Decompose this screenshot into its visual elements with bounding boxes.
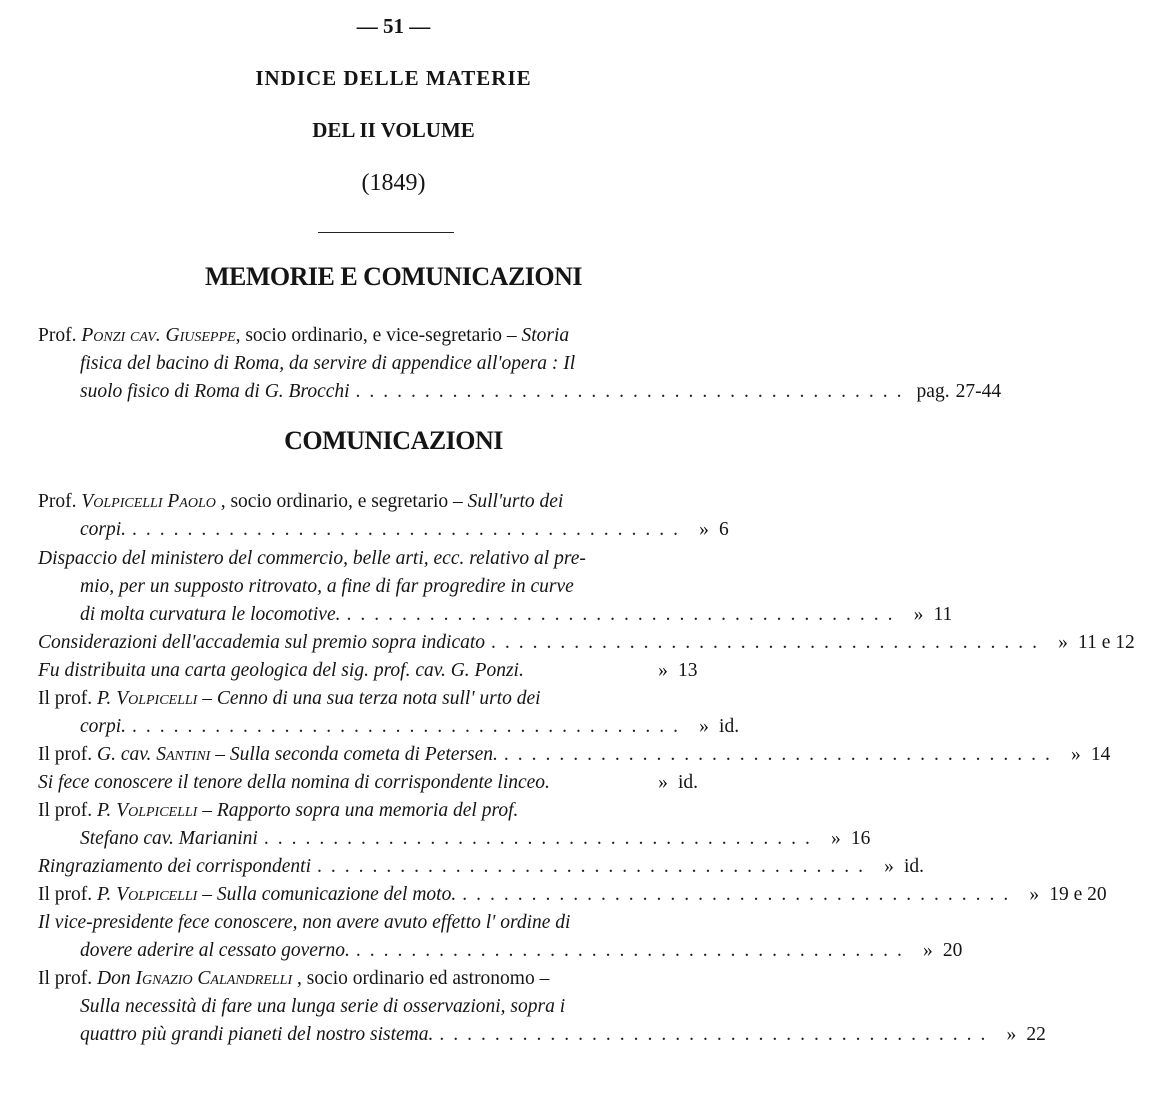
entry-title: – Rapporto sopra una memoria del prof. bbox=[197, 800, 519, 821]
memoria-prefix: Prof. bbox=[38, 325, 82, 346]
leader-dots: ........................................ bbox=[316, 856, 872, 877]
entry-honorific: Don bbox=[97, 968, 136, 989]
leader-dots: ........................................ bbox=[439, 1024, 995, 1045]
entry-prefix: Il prof. bbox=[38, 744, 98, 765]
leader-dots: ........................................ bbox=[355, 940, 911, 961]
memoria-title-end: suolo fisico di Roma di G. Brocchi bbox=[80, 381, 350, 402]
page-ref: 14 bbox=[1090, 744, 1111, 765]
leader-dots: ........................................ bbox=[491, 632, 1047, 653]
entry-10 bbox=[38, 881, 1107, 909]
entry-title: Considerazioni dell'accademia sul premio sopra indicato bbox=[38, 632, 486, 653]
entry-12-line-2 bbox=[80, 993, 760, 1021]
ditto-mark: » bbox=[1058, 632, 1068, 653]
entry-initial: G. cav. bbox=[97, 744, 157, 765]
entry-1-line-1 bbox=[38, 488, 760, 516]
ditto-mark: » bbox=[699, 716, 709, 737]
page-ref: 22 bbox=[1026, 1024, 1046, 1045]
leader-dots: ........................................ bbox=[132, 519, 688, 540]
page-ref: id. bbox=[719, 716, 740, 737]
ditto-mark: » bbox=[913, 604, 924, 625]
memoria-role: , socio ordinario, e vice-segretario – bbox=[235, 325, 522, 346]
ditto-mark: » bbox=[1029, 884, 1040, 905]
entry-prefix: Il prof. bbox=[38, 968, 98, 989]
page-ref: 11 e 12 bbox=[1078, 632, 1135, 653]
entry-title: – Cenno di una sua terza nota sull' urto dei bbox=[197, 688, 541, 709]
entry-5-line-1 bbox=[38, 685, 760, 713]
entry-author: Ignazio Calandrelli bbox=[135, 968, 293, 989]
entry-title: corpi. bbox=[80, 519, 127, 540]
page-ref: 13 bbox=[678, 660, 698, 681]
entry-title: mio, per un supposto ritrovato, a fine di far progredire in curve bbox=[80, 576, 574, 597]
leader-dots: ........................................ bbox=[503, 744, 1059, 765]
entry-initial: P. bbox=[97, 884, 117, 905]
entry-prefix: Il prof. bbox=[38, 800, 98, 821]
entry-initial: P. bbox=[97, 688, 117, 709]
page-ref: id. bbox=[903, 856, 925, 877]
section-heading-memorie: MEMORIE E COMUNICAZIONI bbox=[204, 262, 583, 291]
entry-title: Stefano cav. Marianini bbox=[80, 828, 258, 849]
ditto-mark: » bbox=[1071, 744, 1081, 765]
page-ref: 16 bbox=[850, 828, 871, 849]
entry-12-line-1 bbox=[38, 965, 760, 993]
ditto-mark: » bbox=[699, 519, 709, 540]
entry-title: quattro più grandi pianeti del nostro sistema. bbox=[80, 1024, 434, 1045]
entry-3 bbox=[38, 629, 1135, 657]
entry-title: – Sulla seconda cometa di Petersen. bbox=[210, 744, 498, 765]
memoria-line-1 bbox=[38, 322, 760, 350]
entry-8-line-2 bbox=[80, 825, 871, 853]
entry-title: Sull'urto dei bbox=[467, 491, 564, 512]
entry-initial: P. bbox=[97, 800, 117, 821]
entry-11-line-2 bbox=[80, 937, 963, 965]
volume-year: (1849) bbox=[361, 170, 426, 196]
entry-author: Volpicelli bbox=[116, 688, 198, 709]
memoria-line-3 bbox=[80, 378, 1002, 406]
entry-author: Santini bbox=[156, 744, 211, 765]
ditto-mark: » bbox=[922, 940, 933, 961]
index-title: INDICE DELLE MATERIE bbox=[255, 66, 532, 90]
ditto-mark: » bbox=[658, 660, 668, 681]
entry-6 bbox=[38, 741, 1111, 769]
page-ref: id. bbox=[678, 772, 699, 793]
entry-2-line-1 bbox=[38, 545, 760, 573]
page-ref: 27-44 bbox=[955, 381, 1002, 402]
leader-dots: ........................................ bbox=[132, 716, 688, 737]
entry-2-line-2 bbox=[80, 573, 760, 601]
entry-5-line-2 bbox=[80, 713, 760, 741]
entry-12-line-3 bbox=[80, 1021, 1046, 1049]
entry-title: Ringraziamento dei corrispondenti bbox=[38, 856, 311, 877]
entry-author: Volpicelli bbox=[116, 884, 198, 905]
entry-prefix: Il prof. bbox=[38, 884, 98, 905]
leader-dots: ........................................ bbox=[263, 828, 819, 849]
entry-prefix: Il prof. bbox=[38, 688, 98, 709]
page-label: pag. bbox=[916, 381, 950, 402]
entry-7 bbox=[38, 769, 760, 797]
entry-title: corpi. bbox=[80, 716, 127, 737]
volume-title: DEL II VOLUME bbox=[312, 118, 475, 142]
entry-author: Volpicelli bbox=[116, 800, 198, 821]
entry-role: , socio ordinario, e segretario – bbox=[215, 491, 468, 512]
entry-title: Fu distribuita una carta geologica del sig. prof. cav. G. Ponzi. bbox=[38, 660, 524, 681]
entry-title: Il vice-presidente fece conoscere, non avere avuto effetto l' ordine di bbox=[38, 912, 571, 933]
leader-dots: ........................................ bbox=[355, 381, 911, 402]
entry-title: dovere aderire al cessato governo. bbox=[80, 940, 350, 961]
entry-author: Volpicelli Paolo bbox=[81, 491, 216, 512]
memoria-line-2 bbox=[80, 350, 760, 378]
memoria-author: Ponzi cav. Giuseppe bbox=[81, 325, 236, 346]
entry-8-line-1 bbox=[38, 797, 760, 825]
entry-9 bbox=[38, 853, 925, 881]
page-ref: 11 bbox=[933, 604, 953, 625]
leader-dots: ........................................ bbox=[346, 604, 902, 625]
page-number: — 51 — bbox=[356, 14, 431, 38]
memoria-title-start: Storia bbox=[521, 325, 570, 346]
page-ref: 20 bbox=[942, 940, 963, 961]
page-ref: 6 bbox=[719, 519, 729, 540]
entry-11-line-1 bbox=[38, 909, 760, 937]
divider-rule bbox=[318, 232, 454, 233]
entry-2-line-3 bbox=[80, 601, 953, 629]
entry-title: Sulla necessità di fare una lunga serie di osservazioni, sopra i bbox=[80, 996, 566, 1017]
entry-title: di molta curvatura le locomotive. bbox=[80, 604, 341, 625]
memoria-title-cont: fisica del bacino di Roma, da servire di appendice all'opera : Il bbox=[80, 353, 576, 374]
ditto-mark: » bbox=[884, 856, 894, 877]
entry-title: – Sulla comunicazione del moto. bbox=[197, 884, 457, 905]
entry-role: , socio ordinario ed astronomo – bbox=[292, 968, 550, 989]
entry-title: Si fece conoscere il tenore della nomina di corrispondente linceo. bbox=[38, 772, 550, 793]
entry-prefix: Prof. bbox=[38, 491, 82, 512]
ditto-mark: » bbox=[658, 772, 668, 793]
entry-title: Dispaccio del ministero del commercio, belle arti, ecc. relativo al pre- bbox=[38, 548, 586, 569]
entry-4 bbox=[38, 657, 760, 685]
ditto-mark: » bbox=[830, 828, 841, 849]
page-ref: 19 e 20 bbox=[1049, 884, 1107, 905]
entry-1-line-2 bbox=[80, 516, 760, 544]
leader-dots: ........................................ bbox=[462, 884, 1018, 905]
section-heading-comunicazioni: COMUNICAZIONI bbox=[284, 426, 503, 455]
ditto-mark: » bbox=[1006, 1024, 1017, 1045]
